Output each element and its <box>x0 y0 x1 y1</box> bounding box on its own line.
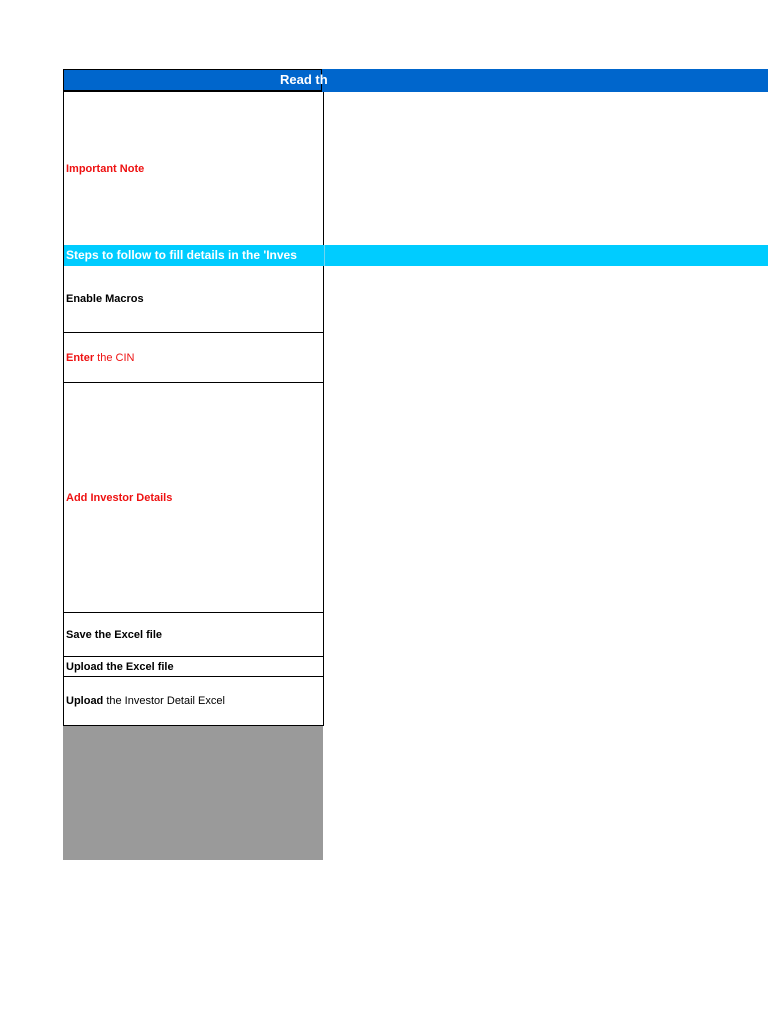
steps-header-divider <box>324 245 325 266</box>
step-save-excel-label: Save the Excel file <box>66 628 162 641</box>
instructions-header-bar <box>63 69 768 92</box>
step-upload-detail-rest: the Investor Detail Excel <box>103 695 225 707</box>
step-enter-cin-rest: the CIN <box>94 351 135 364</box>
important-note-cell <box>63 92 324 245</box>
step-upload-excel <box>63 657 324 677</box>
step-add-investor-label: Add Investor Details <box>66 491 173 504</box>
steps-header-bar <box>63 245 768 266</box>
step-add-investor-details <box>63 383 324 613</box>
step-upload-detail-bold: Upload <box>66 695 104 707</box>
gray-filler-block <box>63 726 323 860</box>
step-save-excel <box>63 613 324 657</box>
step-enter-cin-bold: Enter <box>66 351 95 364</box>
important-note-label: Important Note <box>66 162 145 175</box>
header-title: Read th <box>280 72 328 87</box>
step-upload-excel-label: Upload the Excel file <box>66 660 174 673</box>
step-enable-macros-label: Enable Macros <box>66 293 144 305</box>
steps-header-title: Steps to follow to fill details in the 'Inves <box>66 248 297 262</box>
step-enable-macros <box>63 266 324 333</box>
step-upload-detail <box>63 677 324 726</box>
step-enter-cin <box>63 333 324 383</box>
